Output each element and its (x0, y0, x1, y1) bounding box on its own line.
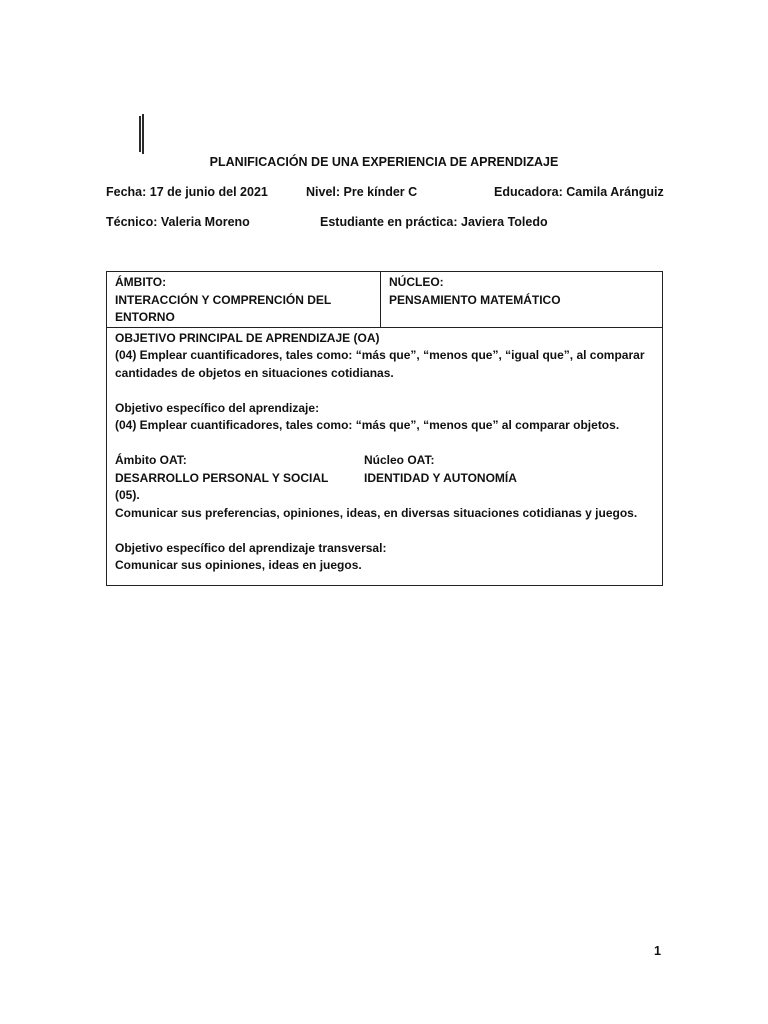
meta-estudiante: Estudiante en práctica: Javiera Toledo (320, 215, 548, 229)
ambito-value-line2: ENTORNO (115, 310, 175, 324)
oa-heading: OBJETIVO PRINCIPAL DE APRENDIZAJE (OA) (115, 330, 380, 345)
ambito-value-line1: INTERACCIÓN Y COMPRENCIÓN DEL (115, 292, 332, 307)
meta-fecha: Fecha: 17 de junio del 2021 (106, 185, 268, 199)
page-title: PLANIFICACIÓN DE UNA EXPERIENCIA DE APRENDIZAJE (209, 155, 559, 169)
oa-text-line2: cantidades de objetos en situaciones cotidianas. (115, 365, 394, 380)
oa-text-line1: (04) Emplear cuantificadores, tales como: “más que”, “menos que”, “igual que”, al comparar (115, 348, 645, 362)
nucleo-label: NÚCLEO: (389, 275, 444, 289)
page-number: 1 (654, 944, 661, 958)
oe-text: (04) Emplear cuantificadores, tales como: “más que”, “menos que” al comparar objetos. (115, 418, 620, 432)
ambito-label: ÁMBITO: (115, 275, 167, 289)
oat-code: (05). (115, 488, 140, 502)
meta-tecnico: Técnico: Valeria Moreno (106, 215, 250, 229)
nucleo-value: PENSAMIENTO MATEMÁTICO (389, 292, 561, 307)
logo-mark (138, 114, 146, 154)
transversal-text: Comunicar sus opiniones, ideas en juegos. (115, 558, 362, 572)
meta-nivel: Nivel: Pre kínder C (306, 185, 418, 199)
nucleo-oat-label: Núcleo OAT: (364, 453, 435, 467)
transversal-heading: Objetivo específico del aprendizaje transversal: (115, 540, 387, 555)
nucleo-oat-value: IDENTIDAD Y AUTONOMÍA (364, 470, 517, 485)
ambito-cell (107, 272, 381, 328)
objectives-cell (107, 327, 663, 586)
oat-text: Comunicar sus preferencias, opiniones, ideas, en diversas situaciones cotidianas y juegos. (115, 505, 638, 520)
ambito-oat-label: Ámbito OAT: (115, 453, 187, 467)
oe-heading: Objetivo específico del aprendizaje: (115, 400, 320, 415)
nucleo-cell (381, 272, 663, 328)
ambito-oat-value: DESARROLLO PERSONAL Y SOCIAL (115, 470, 329, 485)
planning-table (106, 271, 663, 586)
meta-educadora: Educadora: Camila Aránguiz (494, 185, 664, 199)
